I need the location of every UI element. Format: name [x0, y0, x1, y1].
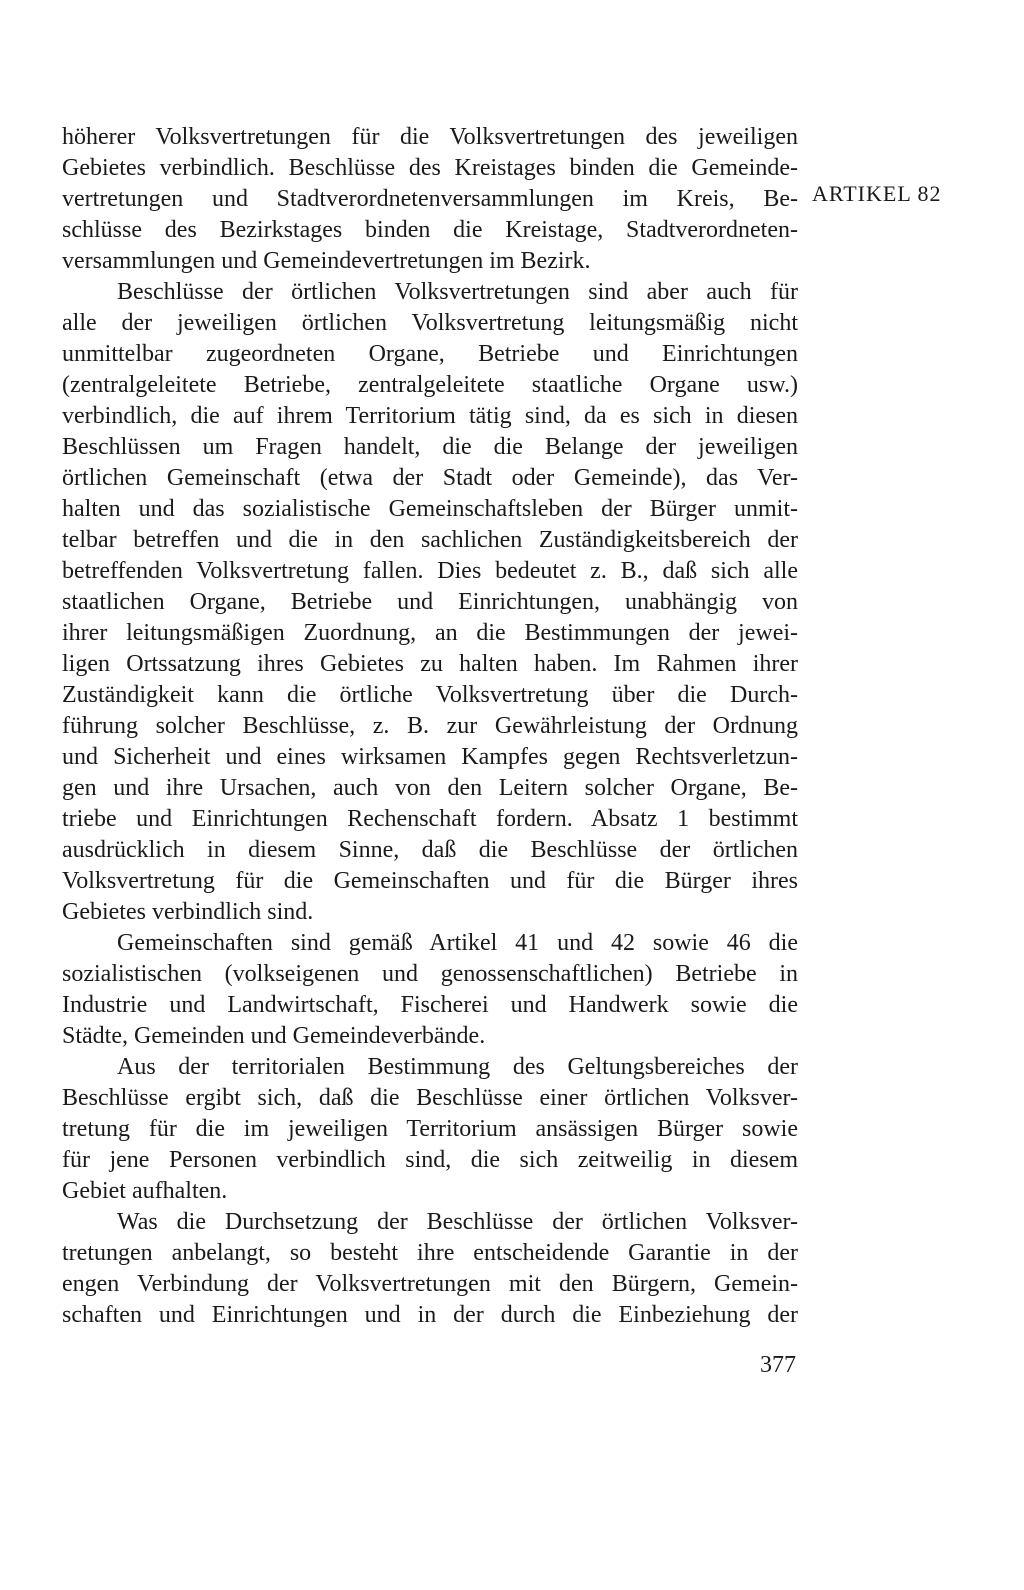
text-line: Gebietes verbindlich sind.	[62, 899, 314, 925]
text-line: ausdrücklich in diesem Sinne, daß die Beschlüsse der örtlichen	[62, 837, 798, 863]
text-line: triebe und Einrichtungen Rechenschaft fordern. Absatz 1 bestimmt	[62, 806, 798, 832]
text-line: für jene Personen verbindlich sind, die sich zeitweilig in diesem	[62, 1147, 798, 1173]
text-line: Beschlüssen um Fragen handelt, die die Belange der jeweiligen	[62, 434, 798, 460]
text-line: schaften und Einrichtungen und in der durch die Einbeziehung der	[62, 1302, 798, 1328]
text-line: Zuständigkeit kann die örtliche Volksvertretung über die Durch-	[62, 682, 798, 708]
text-line: betreffenden Volksvertretung fallen. Dies bedeutet z. B., daß sich alle	[62, 558, 798, 584]
text-line: führung solcher Beschlüsse, z. B. zur Gewährleistung der Ordnung	[62, 713, 798, 739]
text-line: schlüsse des Bezirkstages binden die Kreistage, Stadtverordneten-	[62, 217, 798, 243]
text-line: Gemeinschaften sind gemäß Artikel 41 und 42 sowie 46 die	[117, 930, 798, 956]
text-line: versammlungen und Gemeindevertretungen im Bezirk.	[62, 248, 591, 274]
text-line: höherer Volksvertretungen für die Volksvertretungen des jeweiligen	[62, 124, 798, 150]
paragraph	[62, 277, 798, 928]
text-line: Volksvertretung für die Gemeinschaften und für die Bürger ihres	[62, 868, 798, 894]
text-line: staatlichen Organe, Betriebe und Einrichtungen, unabhängig von	[62, 589, 798, 615]
text-line: tretung für die im jeweiligen Territorium ansässigen Bürger sowie	[62, 1116, 798, 1142]
margin-note-article: ARTIKEL 82	[812, 181, 942, 206]
text-line: engen Verbindung der Volksvertretungen mit den Bürgern, Gemein-	[62, 1271, 798, 1297]
text-line: telbar betreffen und die in den sachlichen Zuständigkeitsbereich der	[62, 527, 798, 553]
text-line: unmittelbar zugeordneten Organe, Betriebe und Einrichtungen	[62, 341, 798, 367]
text-line: Aus der territorialen Bestimmung des Geltungsbereiches der	[117, 1054, 798, 1080]
text-line: Gebietes verbindlich. Beschlüsse des Kreistages binden die Gemeinde-	[62, 155, 798, 181]
text-line: vertretungen und Stadtverordnetenversammlungen im Kreis, Be-	[62, 186, 798, 212]
text-line: Industrie und Landwirtschaft, Fischerei und Handwerk sowie die	[62, 992, 798, 1018]
paragraph	[62, 122, 798, 277]
text-line: ligen Ortssatzung ihres Gebietes zu halten haben. Im Rahmen ihrer	[62, 651, 798, 677]
text-line: gen und ihre Ursachen, auch von den Leitern solcher Organe, Be-	[62, 775, 798, 801]
text-line: ihrer leitungsmäßigen Zuordnung, an die Bestimmungen der jewei-	[62, 620, 798, 646]
text-line: Gebiet aufhalten.	[62, 1178, 228, 1204]
text-line: sozialistischen (volkseigenen und genossenschaftlichen) Betriebe in	[62, 961, 798, 987]
text-line: halten und das sozialistische Gemeinschaftsleben der Bürger unmit-	[62, 496, 798, 522]
paragraph	[62, 928, 798, 1052]
page-number: 377	[760, 1352, 796, 1378]
text-line: Was die Durchsetzung der Beschlüsse der örtlichen Volksver-	[117, 1209, 798, 1235]
text-line: Beschlüsse ergibt sich, daß die Beschlüsse einer örtlichen Volksver-	[62, 1085, 798, 1111]
text-line: alle der jeweiligen örtlichen Volksvertretung leitungsmäßig nicht	[62, 310, 798, 336]
text-line: Städte, Gemeinden und Gemeindeverbände.	[62, 1023, 486, 1049]
text-line: und Sicherheit und eines wirksamen Kampfes gegen Rechtsverletzun-	[62, 744, 798, 770]
text-line: örtlichen Gemeinschaft (etwa der Stadt oder Gemeinde), das Ver-	[62, 465, 798, 491]
paragraph	[62, 1052, 798, 1207]
text-line: tretungen anbelangt, so besteht ihre entscheidende Garantie in der	[62, 1240, 798, 1266]
text-line: (zentralgeleitete Betriebe, zentralgeleitete staatliche Organe usw.)	[62, 372, 798, 398]
body-text	[62, 122, 798, 1331]
text-line: Beschlüsse der örtlichen Volksvertretungen sind aber auch für	[117, 279, 798, 305]
paragraph	[62, 1207, 798, 1331]
text-line: verbindlich, die auf ihrem Territorium tätig sind, da es sich in diesen	[62, 403, 798, 429]
